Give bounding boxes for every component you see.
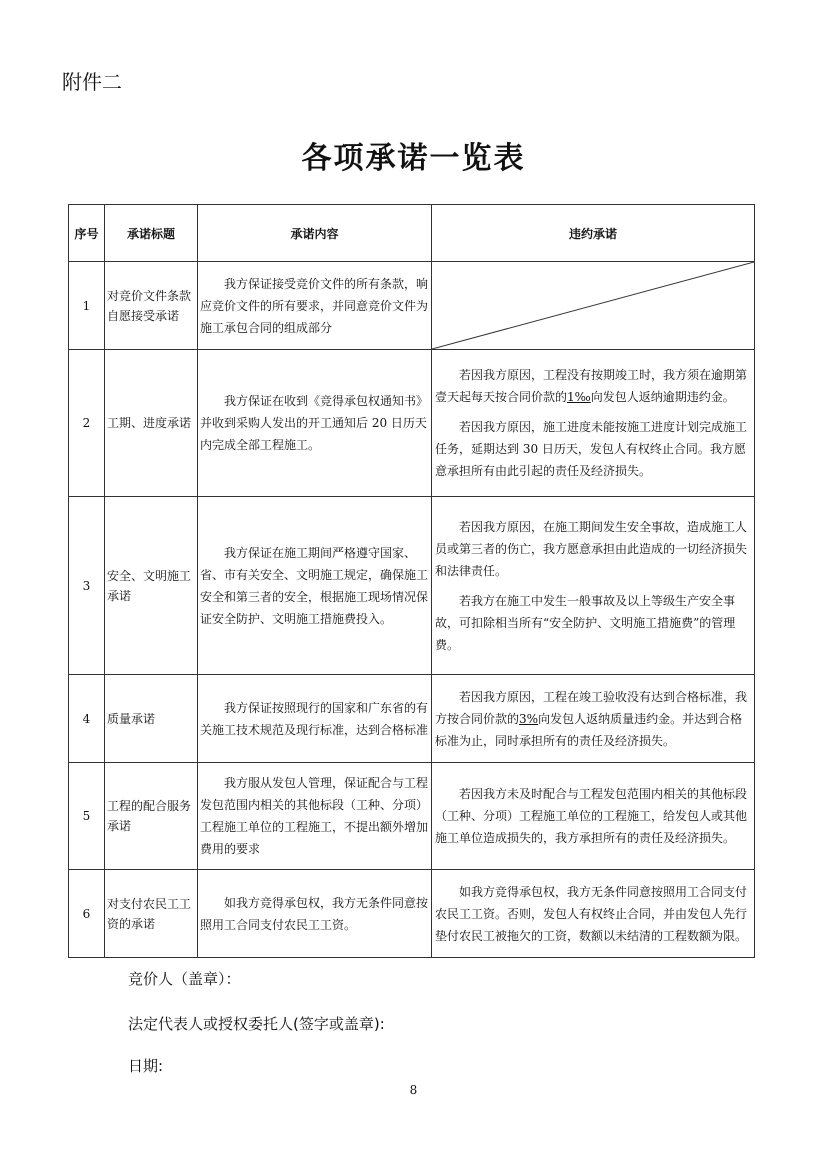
breach-paragraph: 若我方在施工中发生一般事故及以上等级生产安全事故，可扣除相当所有“安全防护、文明施工措施费”的管理费。 <box>435 593 736 652</box>
penalty-rate: 3% <box>519 711 539 726</box>
row-breach <box>432 675 755 763</box>
diagonal-line <box>432 262 754 349</box>
attachment-label: 附件二 <box>62 70 122 94</box>
representative-signature-line: 法定代表人或授权委托人(签字或盖章): <box>128 1015 385 1033</box>
row-title: 对支付农民工工资的承诺 <box>105 870 198 958</box>
table-row <box>69 350 755 497</box>
row-no: 3 <box>69 497 105 675</box>
table-row <box>69 262 755 350</box>
header-breach: 违约承诺 <box>432 205 755 262</box>
row-content: 我方保证按照现行的国家和广东省的有关施工技术规范及现行标准，达到合格标准 <box>198 675 432 763</box>
breach-paragraph: 若因我方未及时配合与工程发包范围内相关的其他标段（工种、分项）工程施工单位的工程施工，给发包人或其他施工单位造成损失的，我方承担所有的责任及经济损失。 <box>435 787 748 845</box>
row-content: 我方保证接受竞价文件的所有条款，响应竞价文件的所有要求，并同意竞价文件为施工承包合同的组成部分 <box>198 262 432 350</box>
row-title: 安全、文明施工承诺 <box>105 497 198 675</box>
bidder-seal-line: 竞价人（盖章）： <box>128 970 241 988</box>
row-no: 2 <box>69 350 105 497</box>
empty-breach-cell <box>432 262 755 350</box>
row-no: 5 <box>69 763 105 870</box>
breach-paragraph: 若因我方原因，工程没有按期竣工时，我方须在逾期第壹天起每天按合同价款的1‰向发包人返纳逾期违约金。 <box>435 368 748 404</box>
penalty-rate: 1‰ <box>567 390 591 404</box>
row-breach <box>432 763 755 870</box>
table-row <box>69 870 755 958</box>
commitments-table <box>68 204 755 958</box>
row-title: 工程的配合服务承诺 <box>105 763 198 870</box>
row-content: 如我方竞得承包权，我方无条件同意按照用工合同支付农民工工资。 <box>198 870 432 958</box>
header-title: 承诺标题 <box>105 205 198 262</box>
breach-paragraph: 如我方竞得承包权，我方无条件同意按照用工合同支付农民工工资。否则，发包人有权终止合同，并由发包人先行垫付农民工被拖欠的工资，数额以未结清的工程数额为限。 <box>435 884 748 943</box>
row-title: 工期、进度承诺 <box>105 350 198 497</box>
row-breach <box>432 497 755 675</box>
breach-paragraph: 若因我方原因，在施工期间发生安全事故，造成施工人员或第三者的伤亡，我方愿意承担由此造成的一切经济损失和法律责任。 <box>435 519 748 578</box>
breach-paragraph: 若因我方原因，施工进度未能按施工进度计划完成施工任务，延期达到 30 日历天，发包人有权终止合同。我方愿意承担所有由此引起的责任及经济损失。 <box>435 420 748 478</box>
table-row <box>69 763 755 870</box>
row-content: 我方保证在收到《竞得承包权通知书》并收到采购人发出的开工通知后 20 日历天内完成全部工程施工。 <box>198 350 432 497</box>
row-breach <box>432 350 755 497</box>
row-no: 6 <box>69 870 105 958</box>
row-title: 对竞价文件条款自愿接受承诺 <box>105 262 198 350</box>
row-content: 我方服从发包人管理，保证配合与工程发包范围内相关的其他标段（工种、分项）工程施工单位的工程施工，不提出额外增加费用的要求 <box>198 763 432 870</box>
date-line: 日期: <box>128 1057 164 1075</box>
row-title: 质量承诺 <box>105 675 198 763</box>
table-row <box>69 675 755 763</box>
row-breach <box>432 870 755 958</box>
document-title: 各项承诺一览表 <box>301 141 526 176</box>
header-content: 承诺内容 <box>198 205 432 262</box>
table-header-row <box>69 205 755 262</box>
header-no: 序号 <box>69 205 105 262</box>
row-no: 4 <box>69 675 105 763</box>
page-number: 8 <box>409 1083 418 1097</box>
breach-paragraph: 若因我方原因，工程在竣工验收没有达到合格标准，我方按合同价款的3%向发包人返纳质量违约金。并达到合格标准为止，同时承担所有的责任及经济损失。 <box>435 689 748 748</box>
table-row <box>69 497 755 675</box>
row-content: 我方保证在施工期间严格遵守国家、省、市有关安全、文明施工规定，确保施工安全和第三者的安全，根据施工现场情况保证安全防护、文明施工措施费投入。 <box>198 497 432 675</box>
row-no: 1 <box>69 262 105 350</box>
